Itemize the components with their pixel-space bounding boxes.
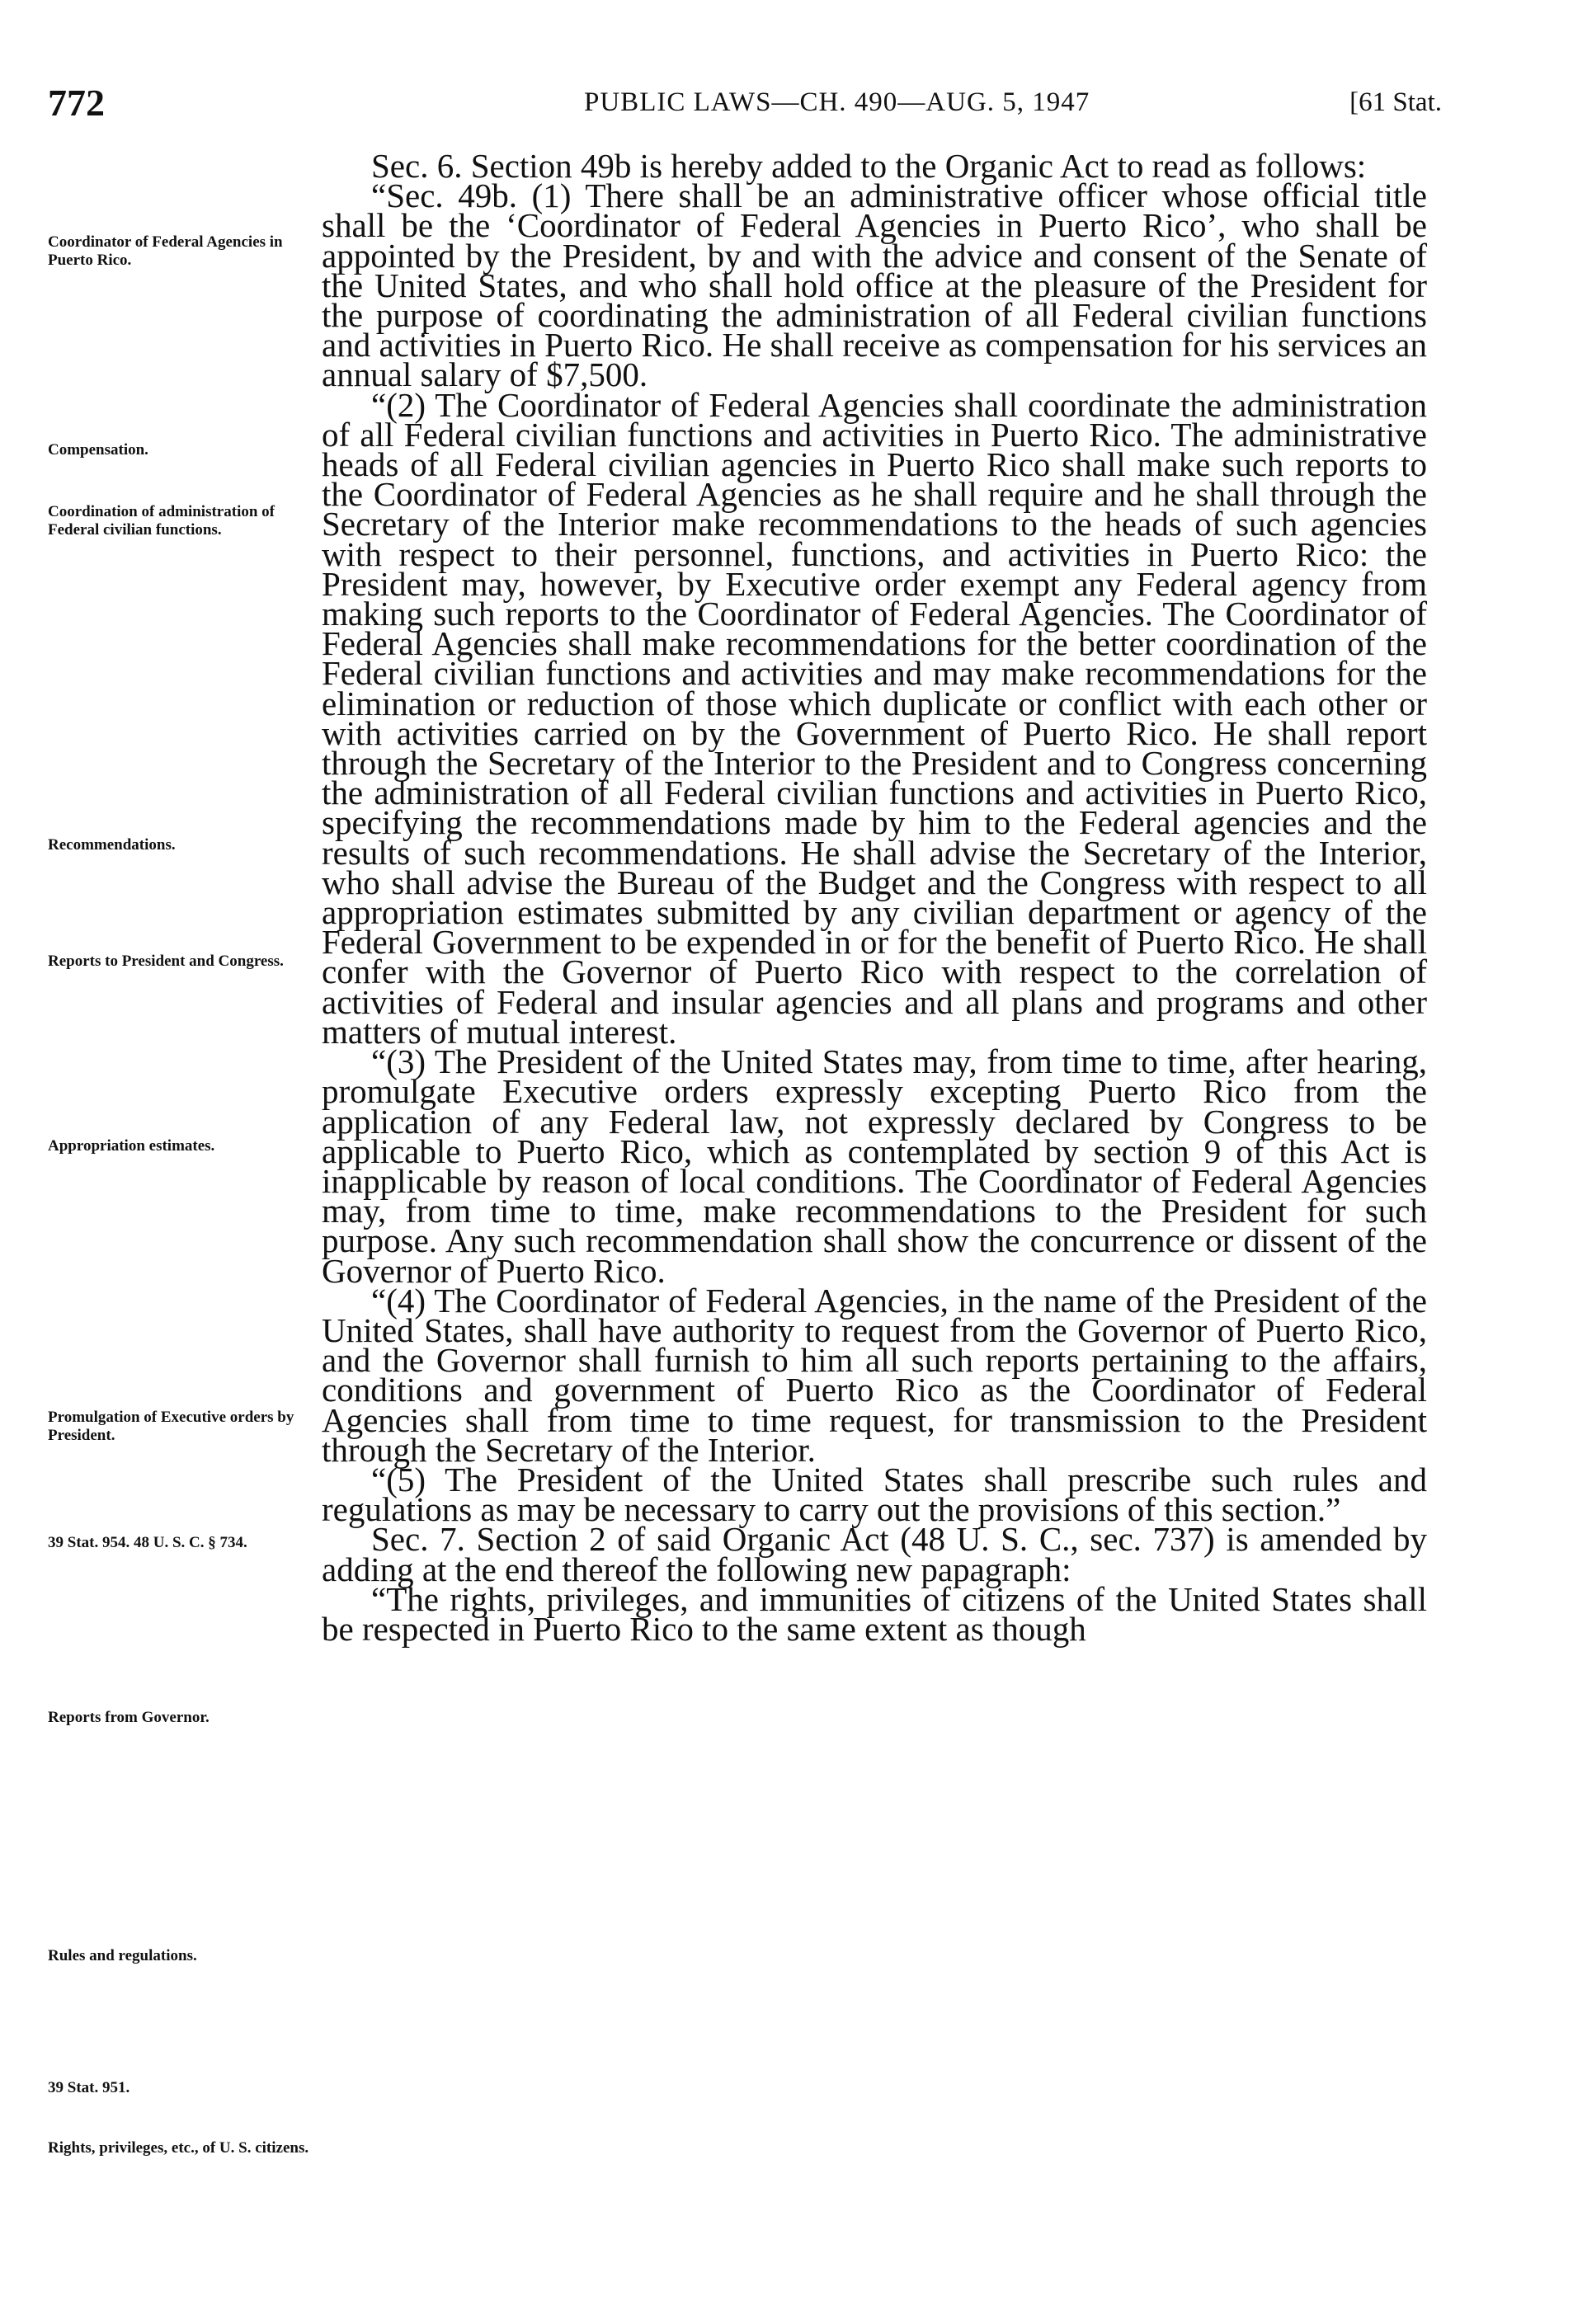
margin-note-rights-privileges: Rights, privileges, etc., of U. S. citizens. — [48, 2139, 309, 2157]
paragraph-sec-49b-3: “(3) The President of the United States may, from time to time, after hearing, promulgate Executive orders expressly excepting Puerto Rico from the application of any Federal law, not expressly declared by Congress to be applicable to Puerto Rico, which as contemplated by section 9 of this Act is inapplicable by reason of local conditions. The Coordinator of Federal Agencies may, from time to time, make recommendations to the President for such purpose. Any such recommendation shall show the concurrence or dissent of the Governor of Puerto Rico. — [322, 1042, 1427, 1290]
paragraph-sec-49b-2: “(2) The Coordinator of Federal Agencies shall coordinate the administration of all Federal civilian functions and activities in Puerto Rico. The administrative heads of all Federal civilian agencies in Puerto Rico shall make such reports to the Coordinator of Federal Agencies as he shall require and he shall through the Secretary of the Interior make recommendations to the heads of such agencies with respect to their personnel, functions, and activities in Puerto Rico: the President may, however, by Executive order exempt any Federal agency from making such reports to the Coordinator of Federal Agencies. The Coordinator of Federal Agencies shall make recommendations for the better coordination of the Federal civilian functions and activities and may make recommendations for the elimination or reduction of those which duplicate or conflict with each other or with activities carried on by the Government of Puerto Rico. He shall report through the Secretary of the Interior to the President and to Congress concerning the administration of all Federal civilian functions and activities in Puerto Rico, specifying the recommendations made by him to the Federal agencies and the results of such recommendations. He shall advise the Secretary of the Interior, who shall advise the Bureau of the Budget and the Congress with respect to all appropriation estimates submitted by any civilian department or agency of the Federal Government to be expended in or for the benefit of Puerto Rico. He shall confer with the Governor of Puerto Rico with respect to the correlation of activities of Federal and insular agencies and all plans and programs and other matters of mutual interest. — [322, 385, 1427, 1051]
paragraph-sec-7: Sec. 7. Section 2 of said Organic Act (48 U. S. C., sec. 737) is amended by adding at the end thereof the following new papagraph: — [322, 1520, 1427, 1588]
paragraph-sec-49b-4: “(4) The Coordinator of Federal Agencies, in the name of the President of the United States, shall have authority to request from the Governor of Puerto Rico, and the Governor shall furnish to him all such reports pertaining to the affairs, conditions and government of Puerto Rico as the Coordinator of Federal Agencies shall from time to time request, for transmission to the President through the Secretary of the Interior. — [322, 1281, 1427, 1469]
paragraph-sec-49b-1: “Sec. 49b. (1) There shall be an administrative officer whose official title shall be the ‘Coordinator of Federal Agencies in Puerto Rico’, who shall be appointed by the President, by and with the advice and consent of the Senate of the United States, and who shall hold office at the pleasure of the President for the purpose of coordinating the administration of all Federal civilian functions and activities in Puerto Rico. He shall receive as compensation for his services an annual salary of $7,500. — [322, 176, 1427, 394]
margin-note-statute-citation-2: 39 Stat. 951. — [48, 2079, 130, 2096]
margin-note-reports-from-governor: Reports from Governor. — [48, 1709, 210, 1726]
margin-note-coordinator: Coordinator of Federal Agencies in Puerto Rico. — [48, 233, 283, 269]
page-header — [48, 81, 1442, 130]
page-number: 772 — [48, 82, 105, 124]
body-text — [322, 147, 1427, 1648]
margin-note-appropriation-estimates: Appropriation estimates. — [48, 1137, 215, 1155]
paragraph-sec-49b-5: “(5) The President of the United States shall prescribe such rules and regulations as may be necessary to carry out the provisions of this section.” — [322, 1460, 1427, 1529]
volume-reference: [61 Stat. — [1349, 87, 1442, 117]
margin-note-compensation: Compensation. — [48, 441, 148, 459]
margin-note-recommendations: Recommendations. — [48, 836, 176, 854]
paragraph-sec-6: Sec. 6. Section 49b is hereby added to the Organic Act to read as follows: — [371, 147, 1367, 185]
margin-note-statute-citation-1: 39 Stat. 954. 48 U. S. C. § 734. — [48, 1534, 247, 1551]
running-head: PUBLIC LAWS—CH. 490—AUG. 5, 1947 — [584, 87, 1090, 117]
margin-note-reports-to-president: Reports to President and Congress. — [48, 953, 284, 970]
margin-note-coordination: Coordination of administration of Federal civilian functions. — [48, 503, 275, 539]
paragraph-rights-clause: “The rights, privileges, and immunities of citizens of the United States shall be respected in Puerto Rico to the same extent as though — [322, 1579, 1427, 1648]
margin-note-executive-orders: Promulgation of Executive orders by President. — [48, 1409, 294, 1444]
margin-note-rules-and-regulations: Rules and regulations. — [48, 1947, 197, 1964]
